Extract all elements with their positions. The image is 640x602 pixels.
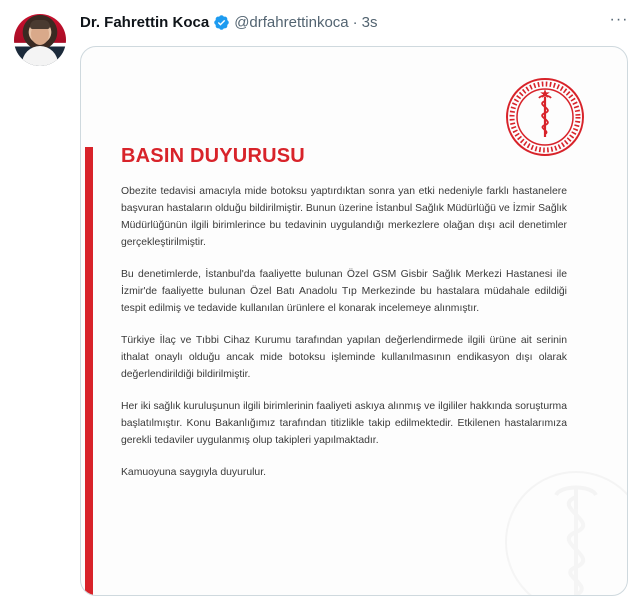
- announcement-closing: Kamuoyuna saygıyla duyurulur.: [121, 467, 266, 478]
- announcement-paragraph: Bu denetimlerde, İstanbul'da faaliyette bulunan Özel GSM Gisbir Sağlık Merkezi Hastanesi ile İzmir'de faaliyette bulunan Özel Batı Anadolu Tıp Merkezinde bu hastalara müdahale edildiği tespit edilmiş ve tedavide kullanılan ürünlere el konarak incelemeye alınmıştır.: [121, 269, 567, 314]
- announcement-paragraph: Her iki sağlık kuruluşunun ilgili birimlerinin faaliyeti askıya alınmış ve ilgililer hakkında soruşturma başlatılmıştır. Konu Bakanlığımız tarafından titizlikle takip edilmektedir. Etkilenen hastalarımıza gerekli tedaviler uygulanmış olup takipleri yapılmaktadır.: [121, 401, 567, 446]
- more-options-icon[interactable]: ···: [609, 11, 629, 28]
- ministry-seal-icon: [505, 77, 585, 157]
- announcement-title: BASIN DUYURUSU: [121, 145, 305, 167]
- announcement-body: [121, 183, 567, 496]
- avatar-hair: [30, 20, 50, 29]
- avatar-coat: [22, 46, 58, 66]
- tweet-header: [80, 12, 378, 32]
- author-name[interactable]: Dr. Fahrettin Koca: [80, 13, 210, 31]
- accent-bar: [85, 147, 93, 595]
- verified-badge-icon[interactable]: [213, 14, 230, 31]
- announcement-paragraph: Türkiye İlaç ve Tıbbi Cihaz Kurumu tarafından yapılan değerlendirmede ilgili ürüne ait serinin ithalat onaylı olduğu ancak mide botoksu işleminde kullanılmasının endikasyon dışı olarak değerlendirildiği bildirilmiştir.: [121, 335, 567, 380]
- avatar[interactable]: [14, 14, 66, 66]
- announcement-paragraph: Obezite tedavisi amacıyla mide botoksu yaptırdıktan sonra yan etki nedeniyle farklı hastanelere başvuran hastaların olduğu bildirilmiştir. Bunun üzerine İstanbul Sağlık Müdürlüğü ve İzmir Sağlık Müdürlüğünün ilgili birimlerince bu tedavinin uygulandığı merkezlere olağan dışı acil denetimler gerçekleştirilmiştir.: [121, 186, 567, 248]
- author-handle[interactable]: @drfahrettinkoca: [234, 13, 349, 31]
- tweet-time[interactable]: 3s: [361, 13, 378, 31]
- tweet-media-card[interactable]: [80, 46, 628, 596]
- separator-dot: ·: [352, 13, 358, 31]
